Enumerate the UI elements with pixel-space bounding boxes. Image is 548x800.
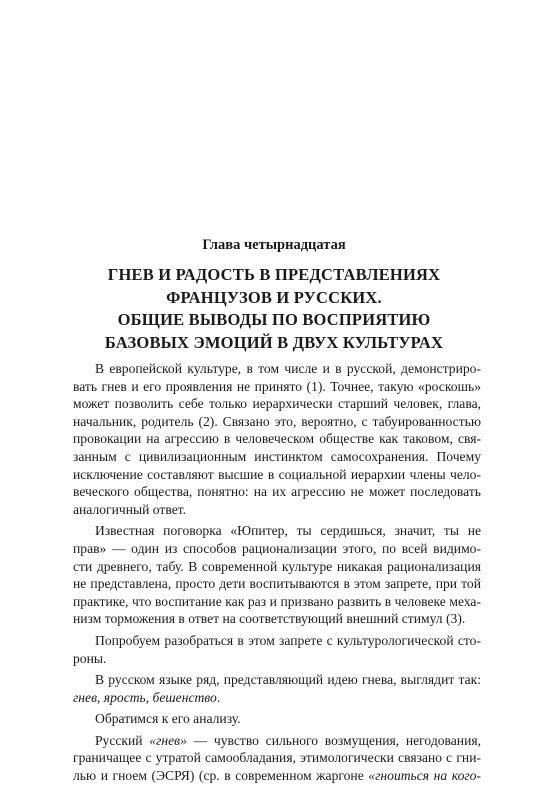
chapter-label: Глава четырнадцатая <box>202 237 346 253</box>
term-gnev-quoted: «гнев» <box>149 732 187 748</box>
chapter-title-line: ОБЩИЕ ВЫВОДЫ ПО ВОСПРИЯТИЮ <box>117 310 431 329</box>
text-fragment: Русский <box>95 732 150 748</box>
period: . <box>216 689 221 705</box>
text-line: провокации на агрессию в человеческом обществе как таковом, свя- <box>73 431 481 447</box>
text-line: сти древнего, табу. В современной культуре никакая рационализация <box>73 558 481 574</box>
paragraph <box>73 360 481 518</box>
separator: , <box>96 689 104 705</box>
text-line: В европейской культуре, в том числе и в русской, демонстриро- <box>95 361 481 376</box>
text-line <box>73 689 481 707</box>
term-beshenstvo: бешенство <box>152 689 217 705</box>
text-line: граничащее с утратой самообладания, этимологически связано с гни- <box>73 750 481 766</box>
chapter-title-line: ФРАНЦУЗОВ И РУССКИХ. <box>166 287 382 307</box>
text-line: веческого общества, понятно: на их агрессию не может последовать <box>73 484 481 500</box>
text-line <box>73 767 481 785</box>
chapter-title-line: ГНЕВ И РАДОСТЬ В ПРЕДСТАВЛЕНИЯХ <box>107 265 441 284</box>
text-line: прав» — один из способов рационализации этого, по всей видимо- <box>73 540 481 556</box>
text-fragment: лью и гноем (ЭСРЯ) (ср. в современном жаргоне <box>73 768 369 784</box>
paragraph <box>73 632 481 667</box>
text-line <box>73 732 481 750</box>
text-line: Обратимся к его анализу. <box>95 711 241 727</box>
text-line: не представлена, просто дети воспитываются в этом запрете, при той <box>73 576 481 592</box>
paragraph <box>73 732 481 785</box>
paragraph <box>73 710 481 728</box>
text-line: начальник, родитель (2). Связано это, вероятно, с табуированностью <box>73 413 481 429</box>
chapter-title <box>0 264 548 354</box>
text-line: низм торможения в ответ на соответствующий внешний стимул (3). <box>73 611 466 627</box>
text-line: практике, что воспитание как раз и призвано развить в человеке меха- <box>73 593 481 609</box>
text-line: роны. <box>73 650 107 666</box>
text-line: может позволить себе только иерархически старший человек, глава, <box>73 396 481 412</box>
term-yarost: ярость <box>103 689 146 705</box>
text-line: Известная поговорка «Юпитер, ты сердишься, значит, ты не <box>95 523 481 539</box>
text-line: В русском языке ряд, представляющий идею гнева, выглядит так: <box>95 672 481 688</box>
text-line: вать гнев и его проявления не принято (1). Точнее, такую «роскошь» <box>73 378 481 394</box>
chapter-title-line: БАЗОВЫХ ЭМОЦИЙ В ДВУХ КУЛЬТУРАХ <box>104 332 444 352</box>
text-fragment: — чувство сильного возмущения, негодования, <box>186 732 482 748</box>
separator: , <box>145 689 153 705</box>
paragraph <box>73 522 481 628</box>
text-line: исключение составляют высшие в социальной иерархии члены чело- <box>73 466 481 482</box>
paragraph <box>73 671 481 706</box>
text-line: занным с цивилизационным инстинктом самосохранения. Почему <box>73 448 481 464</box>
term-gnev: гнев <box>73 689 97 705</box>
body-text <box>73 360 481 785</box>
text-line: аналогичный ответ. <box>73 501 187 517</box>
jargon-phrase: «гноиться на кого- <box>368 768 481 784</box>
text-line: Попробуем разобраться в этом запрете с культурологической сто- <box>95 632 481 648</box>
